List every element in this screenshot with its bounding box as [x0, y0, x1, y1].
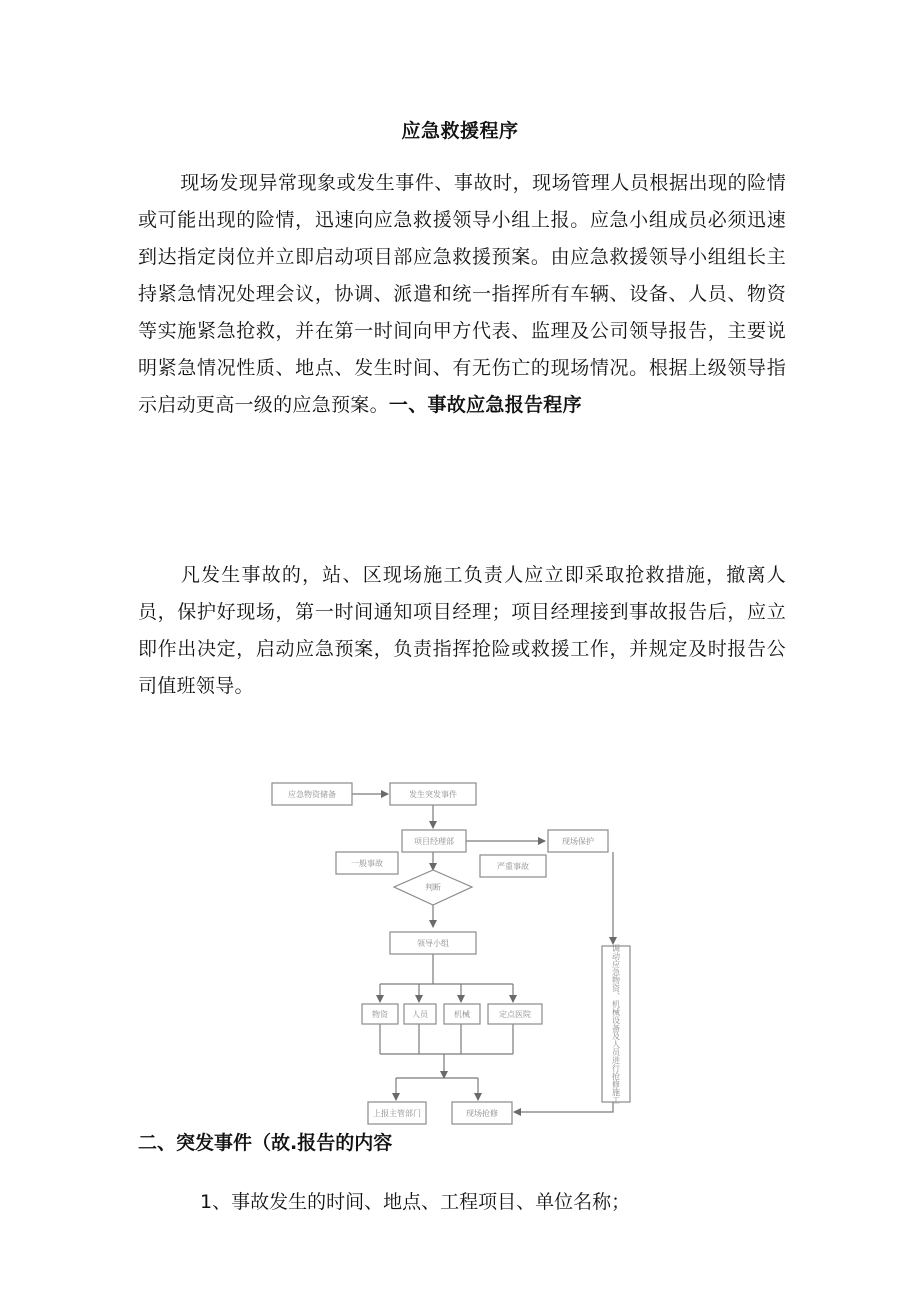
list-item-1: 1、事故发生的时间、地点、工程项目、单位名称；	[200, 1191, 631, 1213]
paragraph-report-procedure	[138, 557, 786, 705]
box-leader-group-label: 领导小组	[417, 939, 449, 948]
box-incident-label: 发生突发事件	[409, 790, 457, 799]
box-machinery-label: 机械	[454, 1010, 470, 1019]
box-materials-reserve-label: 应急物资储备	[288, 790, 336, 799]
box-general-accident-label: 一般事故	[351, 859, 383, 868]
section-heading-1: 一、事故应急报告程序	[388, 394, 582, 416]
diamond-judge-label: 判断	[425, 883, 441, 892]
paragraph-intro	[138, 165, 786, 424]
box-project-dept-label: 项目经理部	[414, 837, 454, 846]
emergency-flowchart	[268, 772, 648, 1132]
section-heading-2: 二、突发事件（故.报告的内容	[138, 1132, 393, 1154]
arrow-mobilize-to-rescue	[514, 1102, 613, 1112]
paragraph-report-procedure-text: 凡发生事故的，站、区现场施工负责人应立即采取抢救措施，撤离人员，保护好现场，第一时间通知项目经理；项目经理接到事故报告后，应立即作出决定，启动应急预案，负责指挥抢险或救援工作，并规定及时报告公司值班领导。	[138, 564, 786, 697]
box-materials-label: 物资	[372, 1010, 388, 1019]
paragraph-intro-text: 现场发现异常现象或发生事件、事故时，现场管理人员根据出现的险情或可能出现的险情，迅速向应急救援领导小组上报。应急小组成员必须迅速到达指定岗位并立即启动项目部应急救援预案。由应急救援领导小组组长主持紧急情况处理会议，协调、派遣和统一指挥所有车辆、设备、人员、物资等实施紧急抢救，并在第一时间向甲方代表、监理及公司领导报告，主要说明紧急情况性质、地点、发生时间、有无伤亡的现场情况。根据上级领导指示启动更高一级的应急预案。	[138, 172, 786, 416]
page-title: 应急救援程序	[401, 120, 519, 142]
box-serious-accident-label: 严重事故	[497, 862, 529, 871]
box-site-protection-label: 现场保护	[562, 837, 594, 846]
box-mobilize-label: 调动应急物资、机械设备及人员进行抢修施工	[611, 944, 621, 1104]
box-hospital-label: 定点医院	[499, 1010, 531, 1019]
box-report-authority-label: 上报主管部门	[373, 1109, 421, 1118]
flowchart-svg	[268, 772, 648, 1132]
box-personnel-label: 人员	[412, 1010, 428, 1019]
box-rescue-label: 现场抢修	[466, 1109, 498, 1118]
